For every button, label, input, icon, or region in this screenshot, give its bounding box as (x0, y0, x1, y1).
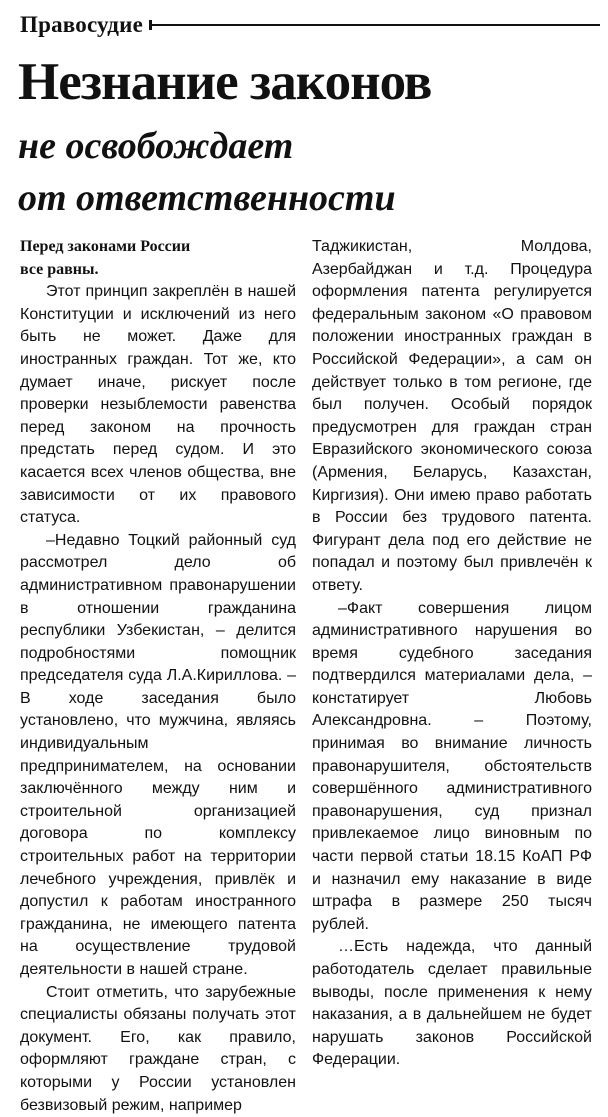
body-paragraph-5: –Факт совершения лицом административного нарушения во время судебного заседания подтвердился материалами дела, – констатирует Любовь Александровна. – Поэтому, принимая во внимание личность правонарушителя, обстоятельств совершённого административного правонарушения, суд признал привлекаемое лицо виновным по части первой статьи 18.15 КоАП РФ и назначил ему наказание в виде штрафа в размере 250 тысяч рублей. (312, 599, 592, 933)
body-paragraph-1: Этот принцип закреплён в нашей Конституции и исключений из него быть не может. Даже для иностранных граждан. Тот же, кто думает иначе, рискует после проверки незыблемости равенства перед законом на прочность предстать перед судом. И это касается всех членов общества, вне зависимости от их правового статуса. (20, 283, 296, 527)
body-paragraph-3: Стоит отметить, что зарубежные специалисты обязаны получать этот документ. Его, как правило, оформляют граждане стран, с которыми у России установлен безвизовый режим, например (20, 983, 296, 1114)
lead-line-1: Перед законами России (20, 238, 191, 255)
body-paragraph-4: Таджикистан, Молдова, Азербайджан и т.д. Процедура оформления патента регулируется федеральным законом «О правовом положении иностранных граждан в Российской Федерации», а сам он действует только в том регионе, где был получен. Особый порядок предусмотрен для граждан стран Евразийского экономического союза (Армения, Беларусь, Казахстан, Киргизия). Они имею право работать в России без трудового патента. Фигурант дела под его действие не попадал и поэтому был привлечён к ответу. (312, 238, 592, 594)
article-subheadline-line2: от ответственности (18, 177, 396, 219)
text-column-left (20, 236, 296, 1117)
article-headline: Незнание законов (18, 53, 432, 111)
rubric-rule (149, 20, 600, 30)
body-paragraph-6: …Есть надежда, что данный работодатель сделает правильные выводы, после применения к нему наказания, а в дальнейшем не будет нарушать законов Российской Федерации. (312, 938, 592, 1069)
lead-line-2: все равны. (20, 260, 99, 278)
article-subheadline-line1: не освобождает (18, 125, 294, 167)
rubric-header (20, 10, 600, 40)
rubric-label: Правосудие (20, 12, 143, 37)
body-paragraph-2: –Недавно Тоцкий районный суд рассмотрел дело об административном правонарушении в отношении гражданина республики Узбекистан, – делится подробностями помощник председателя суда Л.А.Кириллова. – В ходе заседания было установлено, что мужчина, являясь индивидуальным предпринимателем, на основании заключённого между ним и строительной организацией договора по комплексу строительных работ на территории лечебного учреждения, привлёк и допустил к работам иностранного гражданина, не имеющего патента на осуществление трудовой деятельности в нашей стране. (20, 531, 296, 978)
lead-paragraph (20, 236, 296, 281)
text-column-right (312, 236, 592, 1072)
